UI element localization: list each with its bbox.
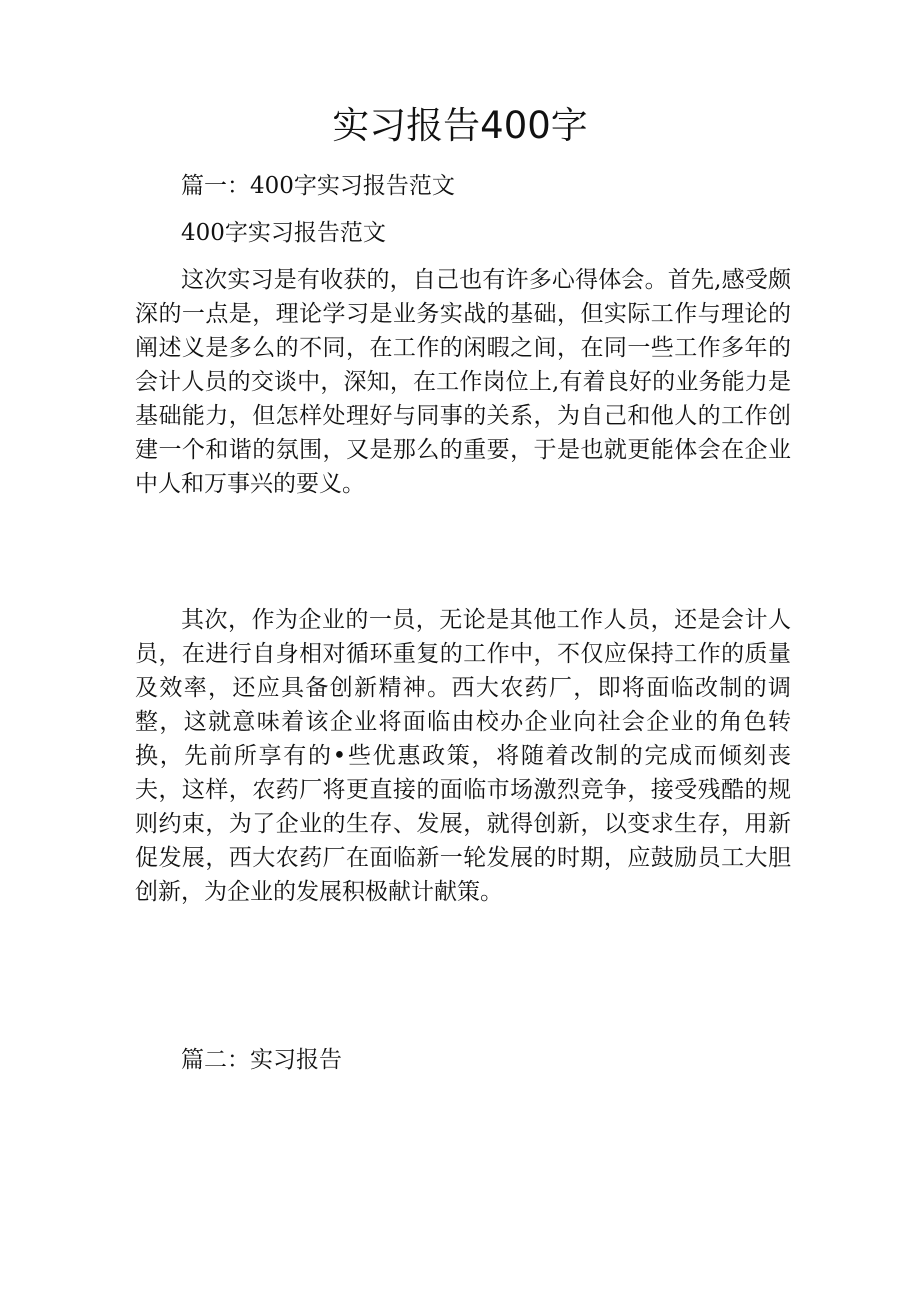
- subheading: 400字实习报告范文: [181, 220, 386, 246]
- document-title: 实习报告400字: [332, 104, 588, 147]
- section-heading-1: 篇一：400字实习报告范文: [181, 173, 455, 199]
- paragraph-1: 这次实习是有收获的，自己也有许多心得体会。首先,感受颇深的一点是，理论学习是业务实战的基础，但实际工作与理论的阐述义是多么的不同，在工作的闲暇之间，在同一些工作多年的会计人员的交谈中，深知，在工作岗位上,有着良好的业务能力是基础能力，但怎样处理好与同事的关系，为自己和他人的工作创建一个和谐的氛围，又是那么的重要，于是也就更能体会在企业中人和万事兴的要义。: [135, 267, 791, 497]
- section-heading-2: 篇二：实习报告: [181, 1047, 342, 1073]
- paragraph-2: 其次，作为企业的一员，无论是其他工作人员，还是会计人员，在进行自身相对循环重复的工作中，不仅应保持工作的质量及效率，还应具备创新精神。西大农药厂，即将面临改制的调整，这就意味着该企业将面临由校办企业向社会企业的角色转换，先前所享有的•些优惠政策，将随着改制的完成而倾刻丧夫，这样，农药厂将更直接的面临市场激烈竞争，接受残酷的规则约束，为了企业的生存、发展，就得创新，以变求生存，用新促发展，西大农药厂在面临新一轮发展的时期，应鼓励员工大胆创新，为企业的发展积极献计献策。: [135, 607, 791, 905]
